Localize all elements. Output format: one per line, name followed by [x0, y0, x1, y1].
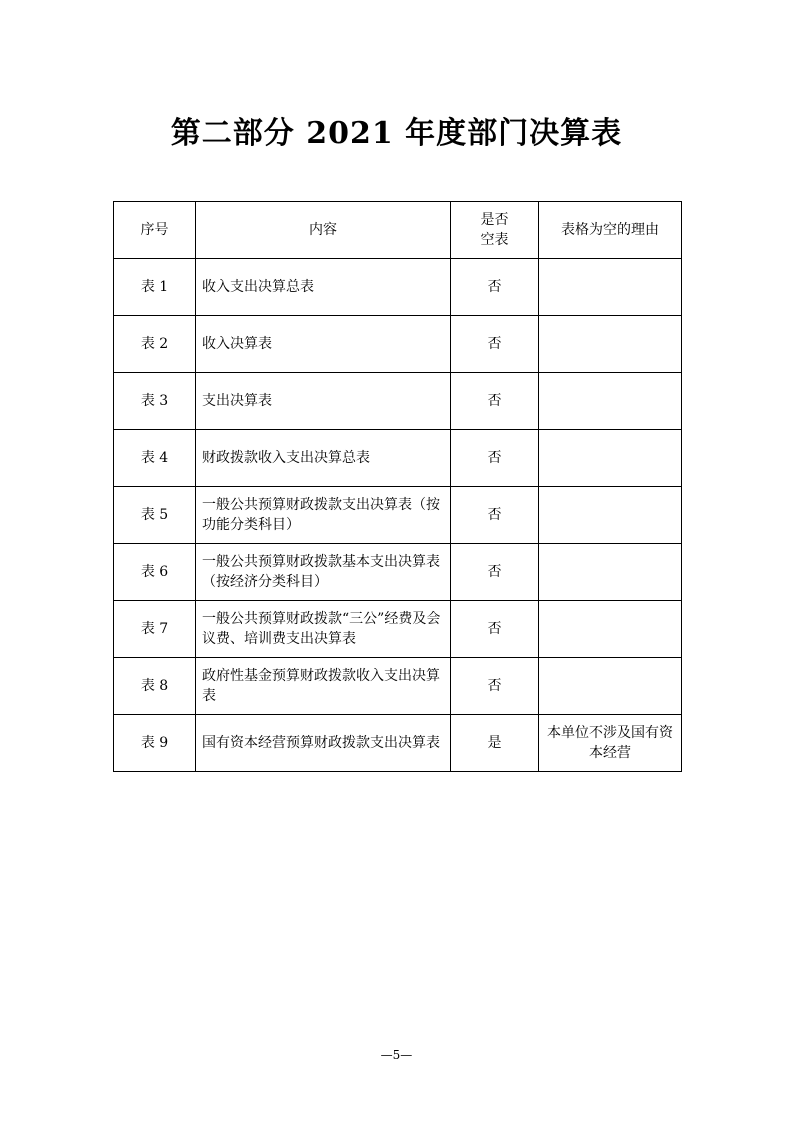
row-reason — [539, 316, 682, 373]
row-content: 收入决算表 — [196, 316, 451, 373]
report-list-table — [113, 201, 682, 772]
row-is-empty: 是 — [451, 715, 539, 772]
row-content: 收入支出决算总表 — [196, 259, 451, 316]
row-is-empty: 否 — [451, 487, 539, 544]
row-reason — [539, 658, 682, 715]
row-content: 财政拨款收入支出决算总表 — [196, 430, 451, 487]
row-content: 国有资本经营预算财政拨款支出决算表 — [196, 715, 451, 772]
row-reason — [539, 601, 682, 658]
row-number: 表 1 — [114, 259, 196, 316]
header-content: 内容 — [196, 202, 451, 259]
row-content: 政府性基金预算财政拨款收入支出决算表 — [196, 658, 451, 715]
row-is-empty: 否 — [451, 373, 539, 430]
row-reason — [539, 487, 682, 544]
row-content: 一般公共预算财政拨款基本支出决算表 （按经济分类科目） — [196, 544, 451, 601]
table-row — [114, 430, 682, 487]
row-is-empty: 否 — [451, 259, 539, 316]
row-number: 表 2 — [114, 316, 196, 373]
table-row — [114, 259, 682, 316]
row-reason — [539, 430, 682, 487]
page-number: —5— — [380, 1048, 413, 1062]
row-number: 表 9 — [114, 715, 196, 772]
page-title: 第二部分 2021 年度部门决算表 — [170, 116, 623, 151]
table-row — [114, 544, 682, 601]
table-row — [114, 316, 682, 373]
row-reason — [539, 373, 682, 430]
row-reason — [539, 259, 682, 316]
row-is-empty: 否 — [451, 316, 539, 373]
row-content: 支出决算表 — [196, 373, 451, 430]
row-number: 表 5 — [114, 487, 196, 544]
header-reason: 表格为空的理由 — [539, 202, 682, 259]
row-content: 一般公共预算财政拨款支出决算表（按功能分类科目） — [196, 487, 451, 544]
row-is-empty: 否 — [451, 544, 539, 601]
row-is-empty: 否 — [451, 601, 539, 658]
row-reason — [539, 544, 682, 601]
table-row — [114, 601, 682, 658]
table-row — [114, 715, 682, 772]
row-number: 表 6 — [114, 544, 196, 601]
header-is-empty: 是否 空表 — [451, 202, 539, 259]
table-header-row — [114, 202, 682, 259]
row-reason: 本单位不涉及国有资本经营 — [539, 715, 682, 772]
row-number: 表 3 — [114, 373, 196, 430]
row-number: 表 7 — [114, 601, 196, 658]
row-is-empty: 否 — [451, 658, 539, 715]
row-content: 一般公共预算财政拨款“三公”经费及会议费、培训费支出决算表 — [196, 601, 451, 658]
row-number: 表 4 — [114, 430, 196, 487]
table-row — [114, 487, 682, 544]
row-is-empty: 否 — [451, 430, 539, 487]
table-row — [114, 373, 682, 430]
header-no: 序号 — [114, 202, 196, 259]
row-number: 表 8 — [114, 658, 196, 715]
table-row — [114, 658, 682, 715]
